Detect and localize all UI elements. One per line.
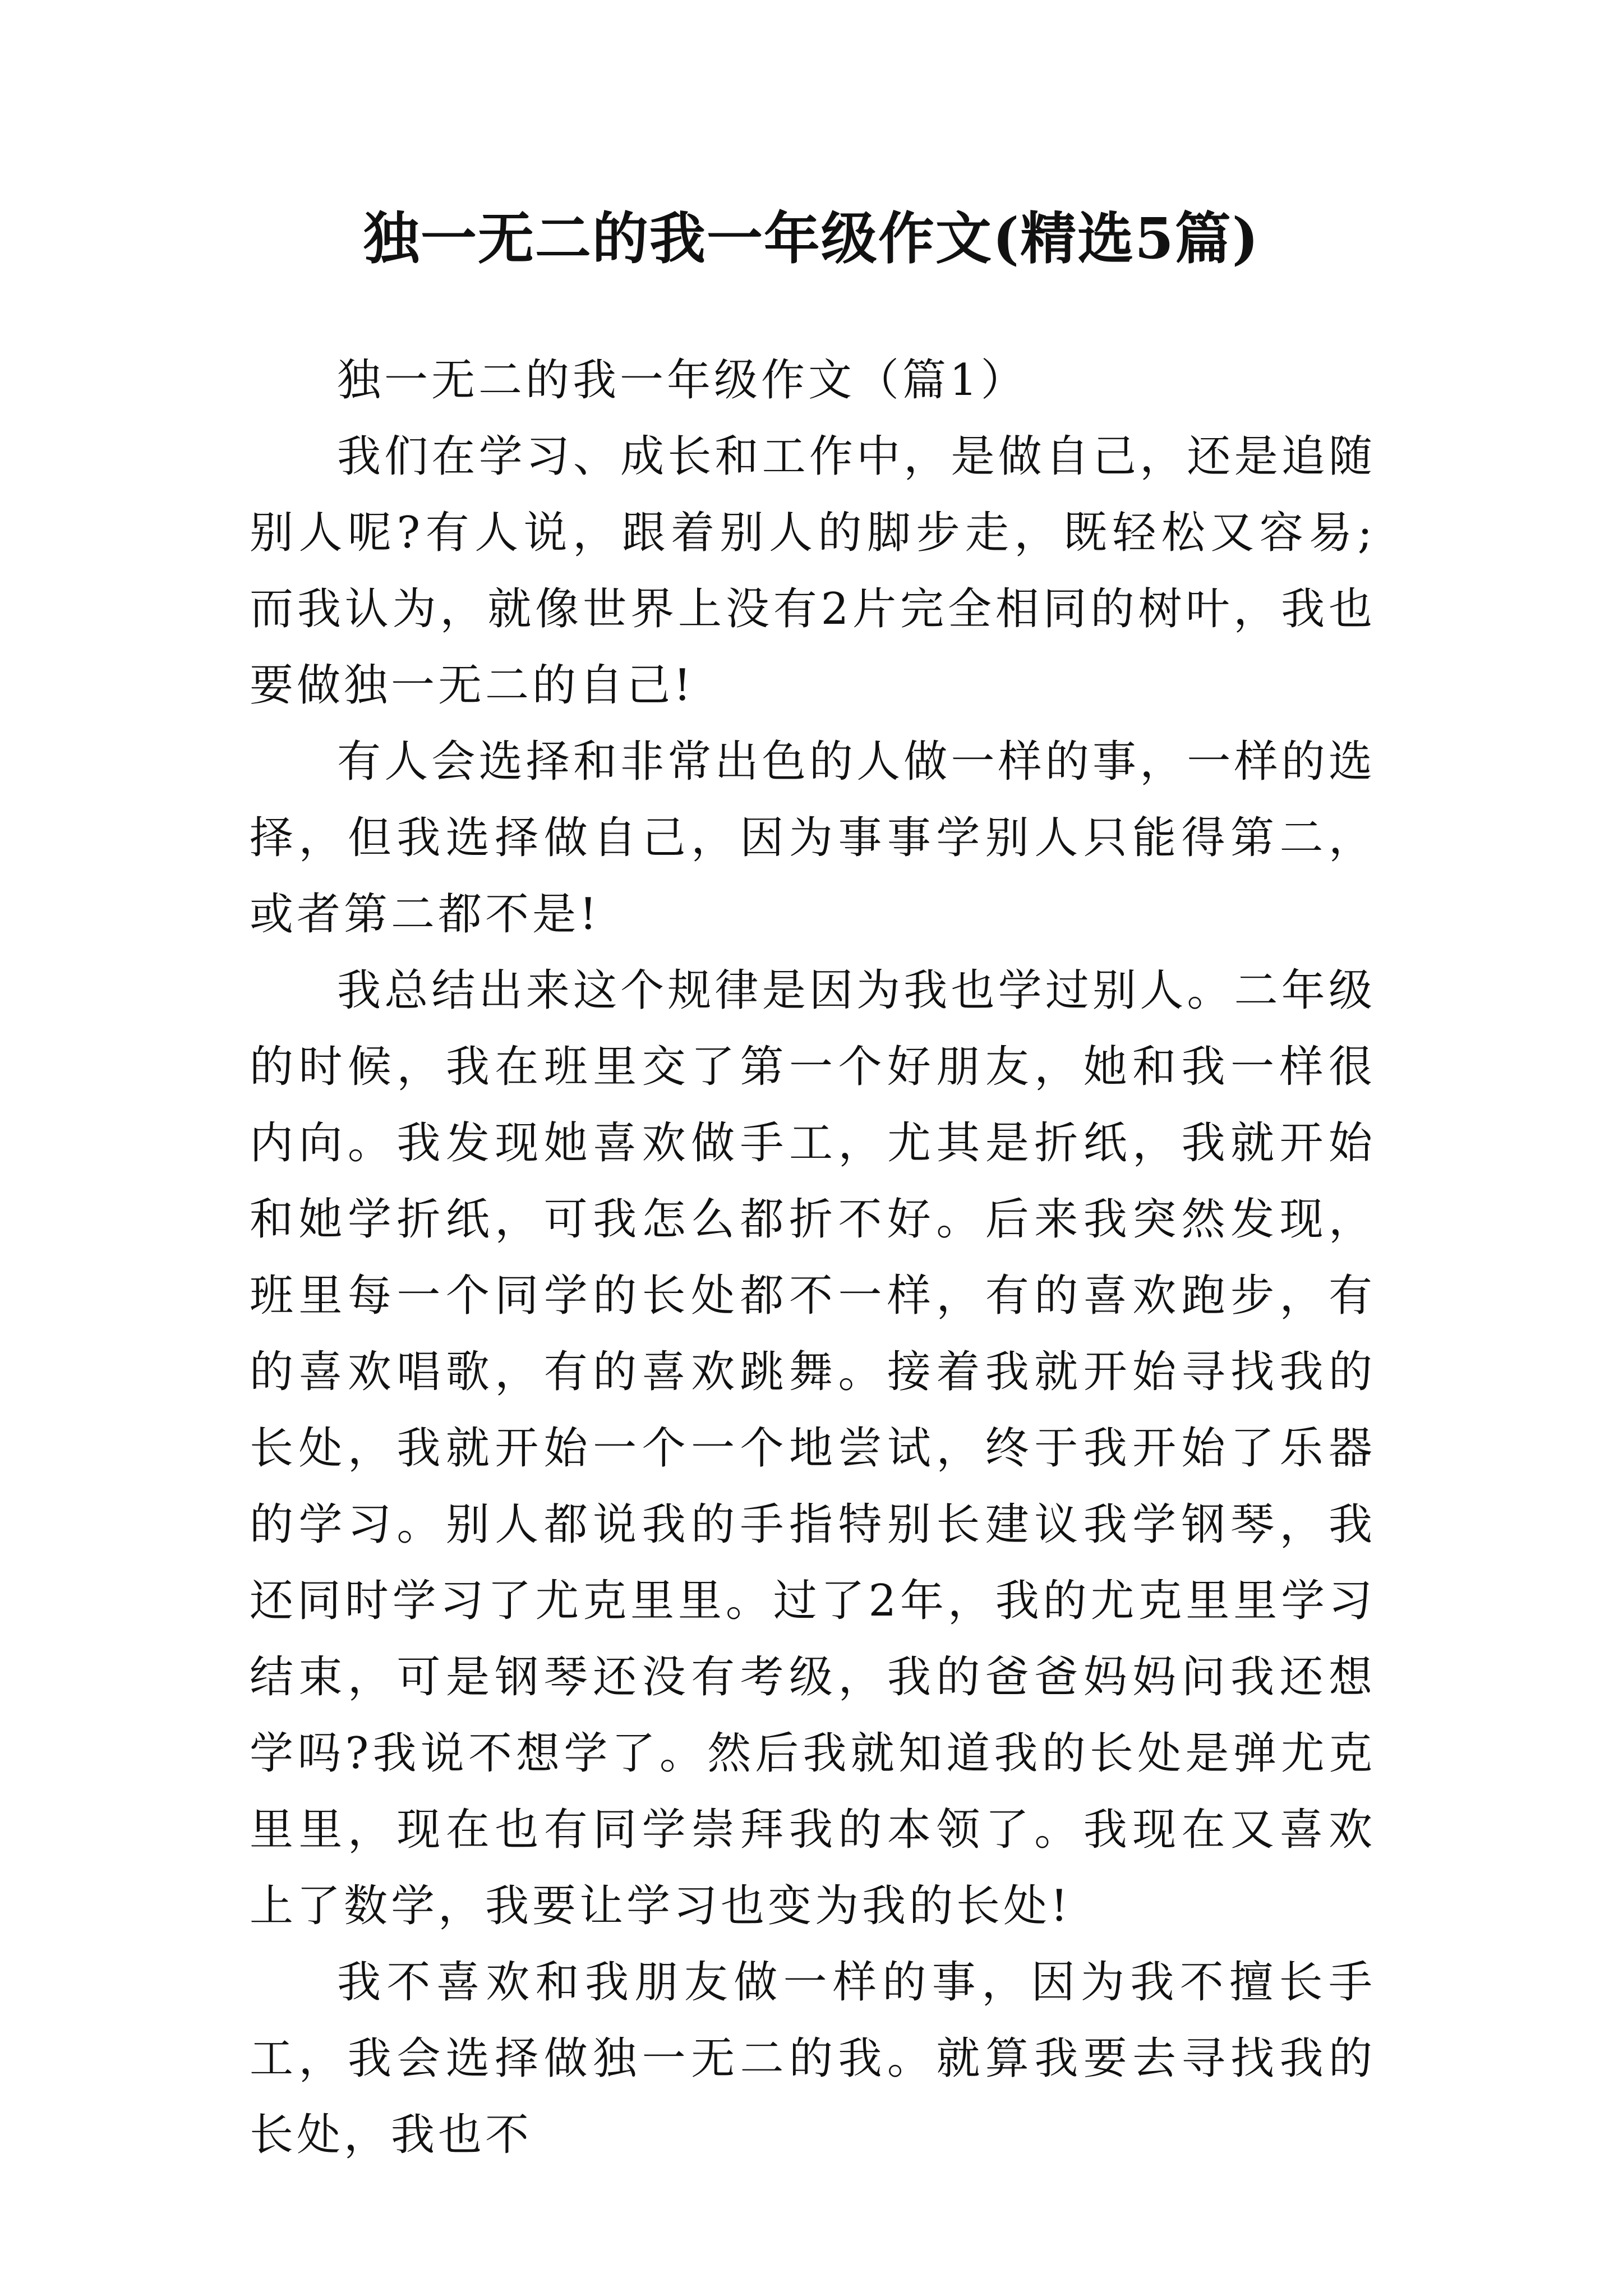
paragraph-4: 我不喜欢和我朋友做一样的事，因为我不擅长手工，我会选择做独一无二的我。就算我要去寻找我的长处，我也不 <box>250 1957 1376 2160</box>
paragraph-1: 我们在学习、成长和工作中，是做自己，还是追随别人呢?有人说，跟着别人的脚步走，既轻松又容易;而我认为，就像世界上没有2片完全相同的树叶，我也要做独一无二的自己! <box>250 431 1376 711</box>
paragraph-3: 我总结出来这个规律是因为我也学过别人。二年级的时候，我在班里交了第一个好朋友，她和我一样很内向。我发现她喜欢做手工，尤其是折纸，我就开始和她学折纸，可我怎么都折不好。后来我突然发现，班里每一个同学的长处都不一样，有的喜欢跑步，有的喜欢唱歌，有的喜欢跳舞。接着我就开始寻找我的长处，我就开始一个一个地尝试，终于我开始了乐器的学习。别人都说我的手指特别长建议我学钢琴，我还同时学习了尤克里里。过了2年，我的尤克里里学习结束，可是钢琴还没有考级，我的爸爸妈妈问我还想学吗?我说不想学了。然后我就知道我的长处是弹尤克里里，现在也有同学崇拜我的本领了。我现在又喜欢上了数学，我要让学习也变为我的长处! <box>250 965 1376 1931</box>
paragraph-2: 有人会选择和非常出色的人做一样的事，一样的选择，但我选择做自己，因为事事学别人只能得第二，或者第二都不是! <box>250 737 1376 940</box>
document-body <box>250 342 1376 2173</box>
section-heading: 独一无二的我一年级作文（篇1） <box>337 355 1028 406</box>
document-title: 独一无二的我一年级作文(精选5篇) <box>363 205 1260 272</box>
